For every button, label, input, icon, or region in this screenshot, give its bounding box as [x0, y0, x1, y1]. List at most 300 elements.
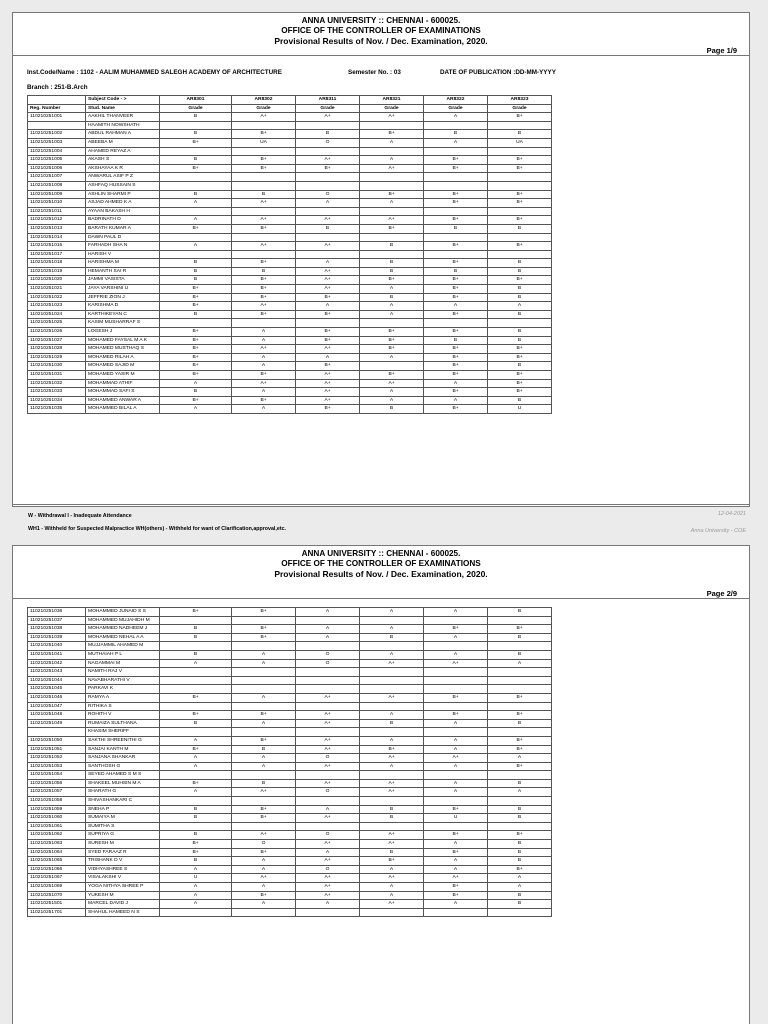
grade-cell: B+: [360, 371, 424, 380]
grade-cell: B+: [424, 711, 488, 720]
grade-cell: A+: [296, 276, 360, 285]
grade-cell: A: [296, 805, 360, 814]
grade-cell: [160, 702, 232, 711]
grade-cell: B+: [424, 276, 488, 285]
student-name: VIDHYASHREE S: [86, 865, 160, 874]
grade-cell: [160, 728, 232, 737]
student-row: [28, 883, 552, 892]
student-name: MUTHAIAH P L: [86, 650, 160, 659]
grade-cell: [488, 668, 552, 677]
grade-cell: [488, 616, 552, 625]
grade-cell: A: [360, 625, 424, 634]
grade-cell: [424, 173, 488, 182]
grade-cell: A: [232, 405, 296, 414]
grade-cell: A: [360, 199, 424, 208]
grade-cell: A: [360, 310, 424, 319]
grade-cell: [232, 676, 296, 685]
reg-number: 110210251061: [28, 822, 86, 831]
grade-cell: B: [488, 814, 552, 823]
student-row: [28, 224, 552, 233]
grade-cell: [424, 616, 488, 625]
grade-cell: A+: [360, 788, 424, 797]
grade-cell: B+: [232, 608, 296, 617]
grade-cell: [160, 771, 232, 780]
header-divider: [13, 55, 749, 56]
grade-cell: B: [160, 814, 232, 823]
grade-cell: A: [232, 693, 296, 702]
student-row: [28, 181, 552, 190]
subject-code-row: [28, 96, 552, 105]
grade-cell: [424, 668, 488, 677]
student-name: MOHAMMAD SAFI S: [86, 388, 160, 397]
reg-number: 110210251002: [28, 130, 86, 139]
reg-number: 110210251063: [28, 840, 86, 849]
grade-cell: B: [424, 224, 488, 233]
grade-cell: [360, 908, 424, 917]
reg-number: 110210251026: [28, 328, 86, 337]
grade-cell: A: [160, 379, 232, 388]
grade-cell: B+: [488, 388, 552, 397]
student-name: KASIM MUSHARRAF S: [86, 319, 160, 328]
grade-cell: A: [360, 762, 424, 771]
grade-cell: B+: [488, 379, 552, 388]
grade-cell: B: [488, 310, 552, 319]
reg-number: 110210251701: [28, 908, 86, 917]
student-row: [28, 693, 552, 702]
page-header: [13, 546, 749, 579]
grade-cell: [360, 822, 424, 831]
grade-cell: B: [488, 779, 552, 788]
student-name: FARHADH SHA N: [86, 242, 160, 251]
student-name: RITHIKA S: [86, 702, 160, 711]
reg-number: 110210251029: [28, 353, 86, 362]
grade-cell: B+: [424, 310, 488, 319]
results-table: [27, 607, 552, 917]
grade-cell: A: [232, 754, 296, 763]
student-row: [28, 285, 552, 294]
grade-cell: B+: [488, 216, 552, 225]
grade-cell: B+: [424, 353, 488, 362]
grade-cell: U: [488, 405, 552, 414]
student-name: LOGESH J: [86, 328, 160, 337]
grade-cell: [232, 207, 296, 216]
student-row: [28, 676, 552, 685]
grade-cell: B+: [296, 328, 360, 337]
grade-cell: B: [160, 388, 232, 397]
grade-cell: B: [160, 625, 232, 634]
student-name: KHASIM SHERIFF: [86, 728, 160, 737]
subject-code: AR8321: [360, 96, 424, 105]
grade-cell: B: [424, 267, 488, 276]
reg-number: 110210251028: [28, 345, 86, 354]
student-name: NAVABHARATHI V: [86, 676, 160, 685]
subject-code: AR8323: [488, 96, 552, 105]
reg-number: 110210251033: [28, 388, 86, 397]
reg-number: 110210251023: [28, 302, 86, 311]
reg-number: 110210251013: [28, 224, 86, 233]
grade-cell: [488, 207, 552, 216]
grade-header: Grade: [424, 104, 488, 113]
grade-cell: A+: [360, 840, 424, 849]
grade-cell: B+: [232, 224, 296, 233]
grade-cell: B: [360, 267, 424, 276]
reg-number: 110210251056: [28, 779, 86, 788]
grade-cell: A: [232, 353, 296, 362]
grade-cell: B+: [160, 224, 232, 233]
student-name-header: Stud. Name: [86, 104, 160, 113]
student-name: ABEEBA M: [86, 138, 160, 147]
grade-cell: B: [160, 719, 232, 728]
grade-cell: [232, 771, 296, 780]
student-name: ABDUL RAHMAN A: [86, 130, 160, 139]
grade-cell: [360, 362, 424, 371]
reg-number: 110210251025: [28, 319, 86, 328]
grade-cell: A: [424, 113, 488, 122]
grade-cell: A+: [360, 900, 424, 909]
student-row: [28, 216, 552, 225]
grade-cell: [160, 233, 232, 242]
grade-cell: B+: [360, 190, 424, 199]
grade-cell: [488, 181, 552, 190]
grade-cell: [160, 822, 232, 831]
reg-number: 110210251030: [28, 362, 86, 371]
student-row: [28, 736, 552, 745]
student-row: [28, 848, 552, 857]
grade-cell: [424, 685, 488, 694]
grade-cell: A+: [424, 754, 488, 763]
student-row: [28, 242, 552, 251]
student-row: [28, 259, 552, 268]
grade-cell: A: [360, 302, 424, 311]
reg-number: [28, 728, 86, 737]
subject-code-label: Subject Code - >: [86, 96, 160, 105]
grade-cell: A: [160, 736, 232, 745]
grade-cell: B+: [232, 310, 296, 319]
grade-cell: B+: [160, 693, 232, 702]
grade-cell: A+: [360, 659, 424, 668]
grade-cell: [232, 728, 296, 737]
grade-cell: B+: [232, 276, 296, 285]
student-row: [28, 625, 552, 634]
reg-number: 110210251045: [28, 685, 86, 694]
grade-cell: A: [160, 659, 232, 668]
reg-number: 110210251049: [28, 719, 86, 728]
reg-number: 110210251065: [28, 857, 86, 866]
grade-cell: B: [232, 779, 296, 788]
grade-cell: B+: [232, 625, 296, 634]
grade-cell: A+: [360, 216, 424, 225]
grade-cell: B+: [488, 156, 552, 165]
grade-cell: [160, 319, 232, 328]
grade-cell: B+: [160, 345, 232, 354]
grade-cell: B+: [488, 199, 552, 208]
grade-cell: B+: [488, 113, 552, 122]
student-name: ASHFAQ HUSSAIN S: [86, 181, 160, 190]
grade-cell: B+: [488, 711, 552, 720]
publication-date: DATE OF PUBLICATION :DD-MM-YYYY: [440, 69, 556, 76]
grade-cell: A+: [296, 779, 360, 788]
student-row: [28, 822, 552, 831]
reg-number: 110210251005: [28, 156, 86, 165]
grade-cell: A+: [296, 883, 360, 892]
grade-cell: A+: [296, 285, 360, 294]
student-name: MOHAMED FAYSAL M A K: [86, 336, 160, 345]
grade-cell: B: [232, 190, 296, 199]
student-row: [28, 805, 552, 814]
grade-cell: A: [424, 865, 488, 874]
grade-header: Grade: [360, 104, 424, 113]
grade-cell: B+: [424, 891, 488, 900]
grade-cell: [488, 319, 552, 328]
grade-cell: [424, 908, 488, 917]
grade-cell: B: [160, 113, 232, 122]
student-row: [28, 130, 552, 139]
grade-cell: [160, 676, 232, 685]
grade-cell: A: [232, 762, 296, 771]
grade-cell: B: [360, 405, 424, 414]
grade-cell: B+: [232, 164, 296, 173]
grade-cell: B: [488, 900, 552, 909]
grade-header: Grade: [160, 104, 232, 113]
grade-cell: B+: [296, 164, 360, 173]
student-name: AAKHIL THANVEER: [86, 113, 160, 122]
student-name: SNEHA P: [86, 805, 160, 814]
student-row: [28, 396, 552, 405]
grade-cell: B: [296, 130, 360, 139]
student-row: [28, 233, 552, 242]
grade-cell: [232, 797, 296, 806]
grade-cell: [232, 685, 296, 694]
reg-number-header: Reg. Number: [28, 104, 86, 113]
student-row: [28, 164, 552, 173]
university-name: ANNA UNIVERSITY :: CHENNAI - 600025.: [301, 549, 461, 558]
grade-cell: A: [160, 405, 232, 414]
grade-cell: [360, 147, 424, 156]
grade-cell: B+: [488, 865, 552, 874]
grade-cell: B: [160, 276, 232, 285]
student-row: [28, 642, 552, 651]
grade-cell: B+: [424, 362, 488, 371]
reg-number: 110210251020: [28, 276, 86, 285]
student-row: [28, 345, 552, 354]
grade-cell: B+: [296, 405, 360, 414]
grade-cell: B+: [232, 814, 296, 823]
student-name: SANTHOSH G: [86, 762, 160, 771]
student-row: [28, 908, 552, 917]
reg-number: 110210251058: [28, 797, 86, 806]
grade-cell: [296, 616, 360, 625]
grade-cell: [424, 121, 488, 130]
grade-cell: B+: [232, 736, 296, 745]
grade-cell: B+: [488, 736, 552, 745]
grade-cell: B+: [424, 405, 488, 414]
grade-cell: [232, 233, 296, 242]
grade-cell: B: [160, 857, 232, 866]
grade-cell: A+: [232, 874, 296, 883]
student-name: MARCEL DAVID J: [86, 900, 160, 909]
reg-number: 110210251032: [28, 379, 86, 388]
grade-cell: B+: [488, 242, 552, 251]
student-name: MOHAMMED MUJAHIDH M: [86, 616, 160, 625]
reg-number: 110210251010: [28, 199, 86, 208]
grade-cell: [488, 250, 552, 259]
student-row: [28, 405, 552, 414]
student-row: [28, 608, 552, 617]
grade-cell: B+: [160, 293, 232, 302]
grade-cell: A: [360, 650, 424, 659]
grade-cell: [424, 207, 488, 216]
grade-cell: U: [424, 814, 488, 823]
grade-header: Grade: [232, 104, 296, 113]
grade-cell: B: [296, 224, 360, 233]
student-row: [28, 371, 552, 380]
grade-cell: [488, 685, 552, 694]
grade-cell: A: [424, 396, 488, 405]
reg-number: 110210251501: [28, 900, 86, 909]
university-name: ANNA UNIVERSITY :: CHENNAI - 600025.: [301, 16, 461, 25]
grade-cell: B+: [360, 130, 424, 139]
reg-number: 110210251024: [28, 310, 86, 319]
grade-cell: B: [488, 608, 552, 617]
grade-cell: [488, 642, 552, 651]
grade-cell: B+: [296, 293, 360, 302]
office-name: OFFICE OF THE CONTROLLER OF EXAMINATIONS: [281, 559, 481, 568]
student-row: [28, 745, 552, 754]
grade-cell: [232, 908, 296, 917]
grade-cell: A+: [232, 216, 296, 225]
grade-cell: [488, 147, 552, 156]
grade-cell: A: [360, 891, 424, 900]
grade-cell: O: [296, 659, 360, 668]
grade-cell: [424, 233, 488, 242]
student-name: NAMITH RAJ V: [86, 668, 160, 677]
grade-cell: UA: [232, 138, 296, 147]
grade-cell: B: [488, 840, 552, 849]
grade-cell: B: [232, 745, 296, 754]
grade-cell: [296, 233, 360, 242]
student-name: AHAMED REYAZ A: [86, 147, 160, 156]
student-name: ASJAD AHMED K A: [86, 199, 160, 208]
student-name: MOHAMED YASIR M: [86, 371, 160, 380]
student-row: [28, 633, 552, 642]
grade-cell: [160, 668, 232, 677]
result-page-2: [12, 545, 750, 1024]
grade-cell: A+: [360, 113, 424, 122]
grade-cell: A: [232, 857, 296, 866]
student-row: [28, 762, 552, 771]
grade-cell: A: [296, 259, 360, 268]
grade-cell: B: [160, 633, 232, 642]
student-row: [28, 156, 552, 165]
grade-cell: B: [488, 719, 552, 728]
student-row: [28, 771, 552, 780]
student-row: [28, 138, 552, 147]
grade-cell: [424, 822, 488, 831]
grade-cell: B+: [488, 745, 552, 754]
grade-cell: A: [360, 138, 424, 147]
grade-cell: B: [360, 633, 424, 642]
reg-number: 110210251066: [28, 865, 86, 874]
grade-cell: O: [296, 138, 360, 147]
grade-cell: A: [232, 650, 296, 659]
student-name: SANJAI KANTH M: [86, 745, 160, 754]
reg-number: 110210251015: [28, 242, 86, 251]
grade-cell: A: [160, 216, 232, 225]
grade-cell: A: [296, 633, 360, 642]
grade-cell: [424, 147, 488, 156]
grade-cell: [488, 676, 552, 685]
grade-cell: B+: [232, 156, 296, 165]
grade-cell: O: [296, 831, 360, 840]
grade-cell: B: [360, 805, 424, 814]
grade-cell: O: [296, 754, 360, 763]
grade-cell: A+: [296, 814, 360, 823]
grade-cell: B: [160, 130, 232, 139]
reg-number: 110210251012: [28, 216, 86, 225]
grade-header: Grade: [488, 104, 552, 113]
student-name: HARISHMA M: [86, 259, 160, 268]
grade-cell: [296, 319, 360, 328]
grade-cell: A: [232, 328, 296, 337]
grade-cell: B: [160, 805, 232, 814]
student-row: [28, 379, 552, 388]
student-name: HEMANTH SAI R: [86, 267, 160, 276]
grade-cell: A+: [296, 379, 360, 388]
grade-cell: B: [360, 242, 424, 251]
grade-cell: A: [488, 874, 552, 883]
student-name: BARATH KUMAR A: [86, 224, 160, 233]
grade-cell: [160, 121, 232, 130]
grade-cell: A+: [296, 840, 360, 849]
grade-cell: A+: [232, 831, 296, 840]
student-row: [28, 250, 552, 259]
reg-number: 110210251054: [28, 771, 86, 780]
student-name: AKASH S: [86, 156, 160, 165]
grade-cell: [360, 685, 424, 694]
grade-cell: [488, 121, 552, 130]
grade-cell: B+: [160, 848, 232, 857]
student-row: [28, 702, 552, 711]
grade-cell: [488, 797, 552, 806]
exam-title: Provisional Results of Nov. / Dec. Examination, 2020.: [274, 36, 488, 46]
grade-cell: A+: [296, 874, 360, 883]
grade-cell: [296, 822, 360, 831]
grade-cell: B+: [296, 310, 360, 319]
grade-cell: [296, 797, 360, 806]
student-name: HAAMITH NOWSHATH: [86, 121, 160, 130]
grade-cell: B+: [232, 633, 296, 642]
grade-cell: B+: [232, 848, 296, 857]
grade-cell: [424, 319, 488, 328]
grade-cell: B+: [296, 362, 360, 371]
grade-cell: [360, 181, 424, 190]
grade-cell: [360, 319, 424, 328]
footer-divider: [13, 504, 749, 505]
grade-cell: A: [360, 156, 424, 165]
reg-number: 110210251014: [28, 233, 86, 242]
student-row: [28, 857, 552, 866]
grade-cell: UA: [488, 138, 552, 147]
student-row: [28, 900, 552, 909]
grade-cell: A: [360, 608, 424, 617]
student-name: TRISHANK D V: [86, 857, 160, 866]
grade-cell: [360, 676, 424, 685]
student-name: SURESH M: [86, 840, 160, 849]
legend-withdrawal: W - Withdrawal I - Inadequate Attendance: [28, 513, 132, 519]
student-row: [28, 302, 552, 311]
grade-cell: A: [424, 633, 488, 642]
grade-cell: [488, 822, 552, 831]
